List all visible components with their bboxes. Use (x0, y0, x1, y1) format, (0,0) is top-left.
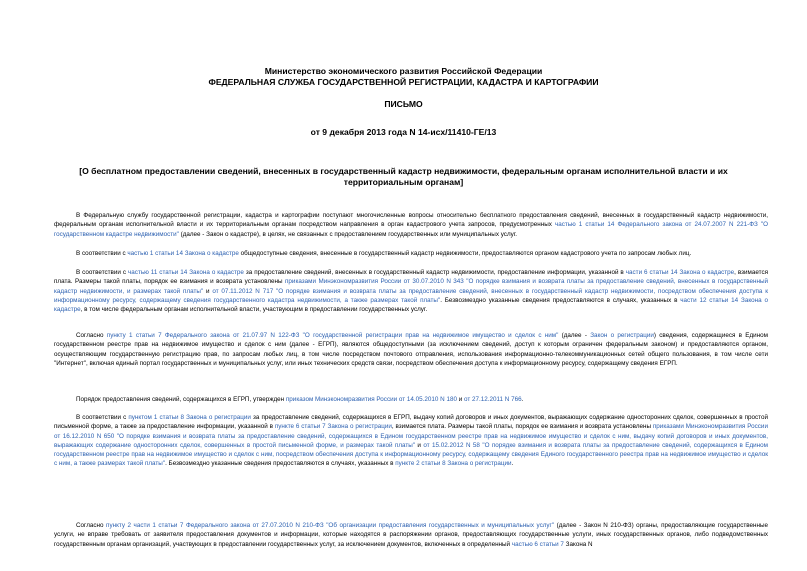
paragraph-5 (54, 395, 768, 404)
document-type: ПИСЬМО (384, 99, 423, 109)
order-link[interactable]: от 07.11.2012 N 717 "О порядке взимания и возврата платы за предоставление сведений, внесенных в государственный кадастр недвижимости, посредством обеспечения доступа к информационному ресурсу, содержащему сведения государственного кадастра недвижимости, а также размерах такой платы" (54, 287, 768, 304)
text: В соответствии с (76, 250, 128, 257)
law-link[interactable]: пункте 6 статьи 7 Закона о регистрации (274, 423, 392, 431)
law-link[interactable]: частью 6 статьи 7 (511, 540, 564, 548)
law-link[interactable]: части 12 статьи 14 Закона о кадастре (54, 296, 768, 314)
text: Порядок предоставления сведений, содержащихся в ЕГРП, утвержден (76, 396, 286, 403)
order-link[interactable]: приказом Минэкономразвития России от 14.05.2010 N 180 (285, 396, 457, 403)
order-link[interactable]: от 15.02.2012 N 58 "О порядке взимания и возврата платы за предоставление сведений, содержащихся в Едином государственном реестре прав на недвижимое имущество и сделок с ним, посредством обеспечения доступа к информационному ресурсу, содержащему сведения Единого государственного реестра прав на недвижимое имущество и сделок с ним, а также размерах такой платы" (54, 441, 768, 468)
text: . (521, 396, 524, 403)
law-link[interactable]: частью 1 статьи 14 Федерального закона от 24.07.2007 N 221-ФЗ "О государственном кадастре недвижимости" (54, 221, 768, 238)
text: , взимается плата. Размеры такой платы, порядок ее взимания и возврата установлены (391, 423, 653, 431)
text: общедоступные сведения, внесенные в государственный кадастр недвижимости, предоставляются органом кадастрового учета по запросам любых лиц. (238, 250, 692, 257)
law-link[interactable]: пункте 2 статьи 8 Закона о регистрации (395, 460, 512, 468)
text: ) сведения, содержащиеся в Едином государственном реестре прав на недвижимое имущество и сделок с ним (далее - ЕГРП), являются общедоступными (за исключением сведений, доступ к которым ограничен федеральным законом) и предоставляются органом, осуществляющим государственную регистрацию прав, по запросам любых лиц, в том числе посредством почтового отправления, использования информационно-телекоммуникационных сетей общего пользования, в том числе сети "Интернет", включая единый портал государственных и муниципальных услуг, или иных технических средств связи, посредством обеспечения доступа к информационному ресурсу, содержащему сведения ЕГРП. (54, 332, 769, 367)
text: Закона N (563, 540, 593, 548)
text: (далее - Закон N 210-ФЗ) органы, предоставляющие государственные услуги, не вправе требовать от заявителя предоставления документов и информации, которые находятся в распоряжении органов, предоставляющих государственные услуги, иных государственных органов, либо подведомственных государственным органам организаций, участвующих в предоставлении государственных услуг, за исключением документов, включенных в определенный (54, 522, 768, 548)
text: Согласно (76, 332, 107, 339)
text: В соответствии с (76, 269, 129, 276)
document-date-number: от 9 декабря 2013 года N 14-исх/11410-ГЕ/13 (310, 127, 497, 137)
order-link[interactable]: приказами Минэкономразвития России от 16.12.2010 N 650 "О порядке взимания и возврата платы за предоставление сведений, содержащихся в Едином государственном реестре прав на недвижимое имущество и сделок с ним, выдачу копий договоров и иных документов, выражающих содержание односторонних сделок, совершенных в простой письменной форме, и размерах такой платы" (54, 423, 768, 449)
text: В Федеральную службу государственной регистрации, кадастра и картографии поступают многочисленные вопросы относительно бесплатного предоставления сведений, внесенных в государственный кадастр недвижимости, федеральным органам исполнительной власти и их территориальным органам посредством направления в орган кадастрового учета запросов, предусмотренных (54, 212, 768, 229)
paragraph-1 (54, 211, 768, 239)
text: за предоставление сведений, внесенных в государственный кадастр недвижимости, предоставление информации, указанной в (243, 269, 626, 276)
ministry-title: Министерство экономического развития Российской Федерации (264, 66, 543, 76)
paragraph-3 (54, 268, 768, 314)
text: . Безвозмездно указанные сведения предоставляются в случаях, указанных в (165, 460, 396, 468)
law-link[interactable]: частью 11 статьи 14 Закона о кадастре (128, 269, 244, 276)
document-subject-line-2: территориальным органам] (343, 177, 464, 187)
law-link[interactable]: пункту 1 статьи 7 Федерального закона от 21.07.97 N 122-ФЗ "О государственной регистрации прав на недвижимое имущество и сделок с ним" (106, 332, 559, 339)
text: и (415, 441, 424, 449)
text: (далее - (558, 332, 591, 339)
law-link[interactable]: частью 1 статьи 14 Закона о кадастре (127, 250, 239, 257)
text: . Безвозмездно указанные сведения предоставляются в случаях, указанных в (440, 296, 681, 304)
text: и (456, 396, 464, 403)
law-link[interactable]: пункту 2 части 1 статьи 7 Федерального закона от 27.07.2010 N 210-ФЗ "Об организации предоставления государственных и муниципальных услуг" (106, 522, 555, 529)
text: Согласно (76, 522, 107, 529)
text: за предоставление сведений, содержащихся в ЕГРП, выдачу копий договоров и иных документов, выражающих содержание односторонних сделок, совершенных в простой письменной форме, а также за предоставление информации, указанной в (54, 414, 769, 431)
law-link[interactable]: Закон о регистрации (590, 332, 654, 339)
order-link[interactable]: от 27.12.2011 N 766 (463, 396, 522, 403)
text: В соответствии с (76, 414, 129, 421)
service-title: ФЕДЕРАЛЬНАЯ СЛУЖБА ГОСУДАРСТВЕННОЙ РЕГИСТРАЦИИ, КАДАСТРА И КАРТОГРАФИИ (208, 77, 599, 87)
paragraph-4 (54, 331, 768, 368)
paragraph-6 (54, 413, 768, 469)
law-link[interactable]: части 6 статьи 14 Закона о кадастре (625, 269, 735, 276)
law-link[interactable]: пунктом 1 статьи 8 Закона о регистрации (128, 414, 251, 421)
document-subject-line-1: [О бесплатном предоставлении сведений, внесенных в государственный кадастр недвижимости, федеральным органам исполнительной власти и их (79, 166, 728, 176)
paragraph-2 (54, 249, 768, 258)
text: (далее - Закон о кадастре), в целях, не связанных с предоставлением государственных или муниципальных услуг. (178, 230, 518, 238)
paragraph-7 (54, 521, 768, 549)
text: . (511, 460, 514, 468)
text: , в том числе федеральным органам исполнительной власти, участвующим в предоставлении государственных услуг. (80, 306, 428, 314)
order-link[interactable]: приказами Минэкономразвития России от 30.07.2010 N 343 "О порядке взимания и возврата платы за предоставление сведений, внесенных в государственный кадастр недвижимости, и размерах такой платы" (54, 278, 768, 295)
text: , взимается плата. Размеры такой платы, порядок ее взимания и возврата установлены (54, 269, 768, 286)
text: и (203, 287, 213, 295)
